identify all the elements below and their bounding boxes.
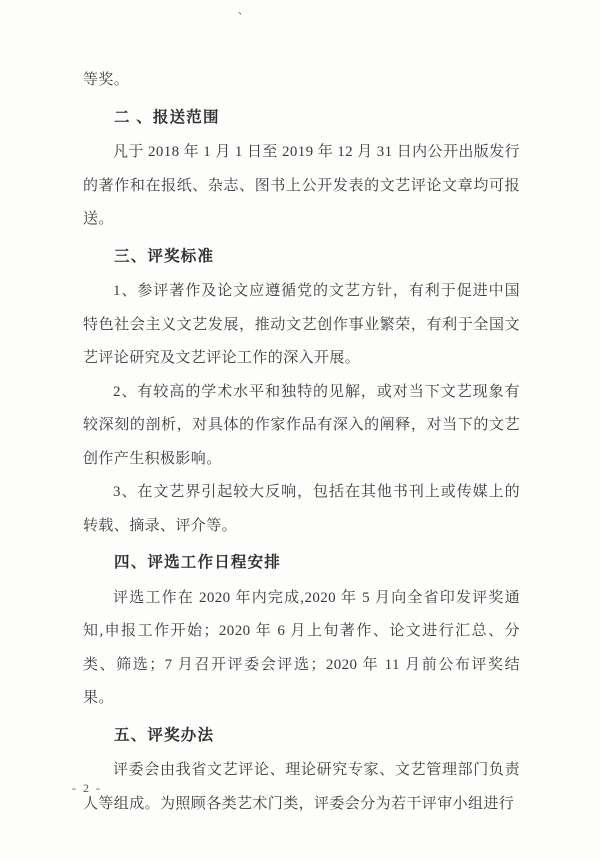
section-heading-award-criteria: 三、评奖标准 — [114, 247, 215, 265]
page-number: - 2 - — [72, 781, 102, 795]
paragraph-schedule: 评选工作在 2020 年内完成,2020 年 5 月向全省印发评奖通知,申报工作开始；2020 年 6 月上旬著作、论文进行汇总、分类、筛选；7 月召开评委会评选；2020 年 11 月前公布评奖结果。 — [83, 589, 520, 706]
paragraph-criteria-2: 2、有较高的学术水平和独特的见解，或对当下文艺现象有较深刻的剖析，对具体的作家作品有深入的阐释，对当下的文艺创作产生积极影响。 — [83, 383, 520, 467]
paragraph-criteria-3: 3、在文艺界引起较大反响，包括在其他书刊上或传媒上的转载、摘录、评介等。 — [83, 484, 520, 534]
section-heading-award-method: 五、评奖办法 — [114, 726, 215, 744]
section-heading-submission-scope: 二 、报送范围 — [114, 108, 220, 126]
stray-scan-mark: 、 — [238, 6, 248, 17]
section-heading-schedule: 四、评选工作日程安排 — [114, 554, 282, 571]
paragraph-criteria-1: 1、参评著作及论文应遵循党的文艺方针，有利于促进中国特色社会主义文艺发展，推动文艺创作事业繁荣，有利于全国文艺评论研究及文艺评论工作的深入开展。 — [83, 283, 520, 366]
paragraph-submission-scope: 凡于 2018 年 1 月 1 日至 2019 年 12 月 31 日内公开出版发行的著作和在报纸、杂志、图书上公开发表的文艺评论文章均可报送。 — [83, 144, 520, 227]
body-continuation-line: 等奖。 — [83, 72, 130, 88]
paragraph-award-method: 评委会由我省文艺评论、理论研究专家、文艺管理部门负责人等组成。为照顾各类艺术门类，评委会分为若干评审小组进行 — [83, 762, 520, 812]
